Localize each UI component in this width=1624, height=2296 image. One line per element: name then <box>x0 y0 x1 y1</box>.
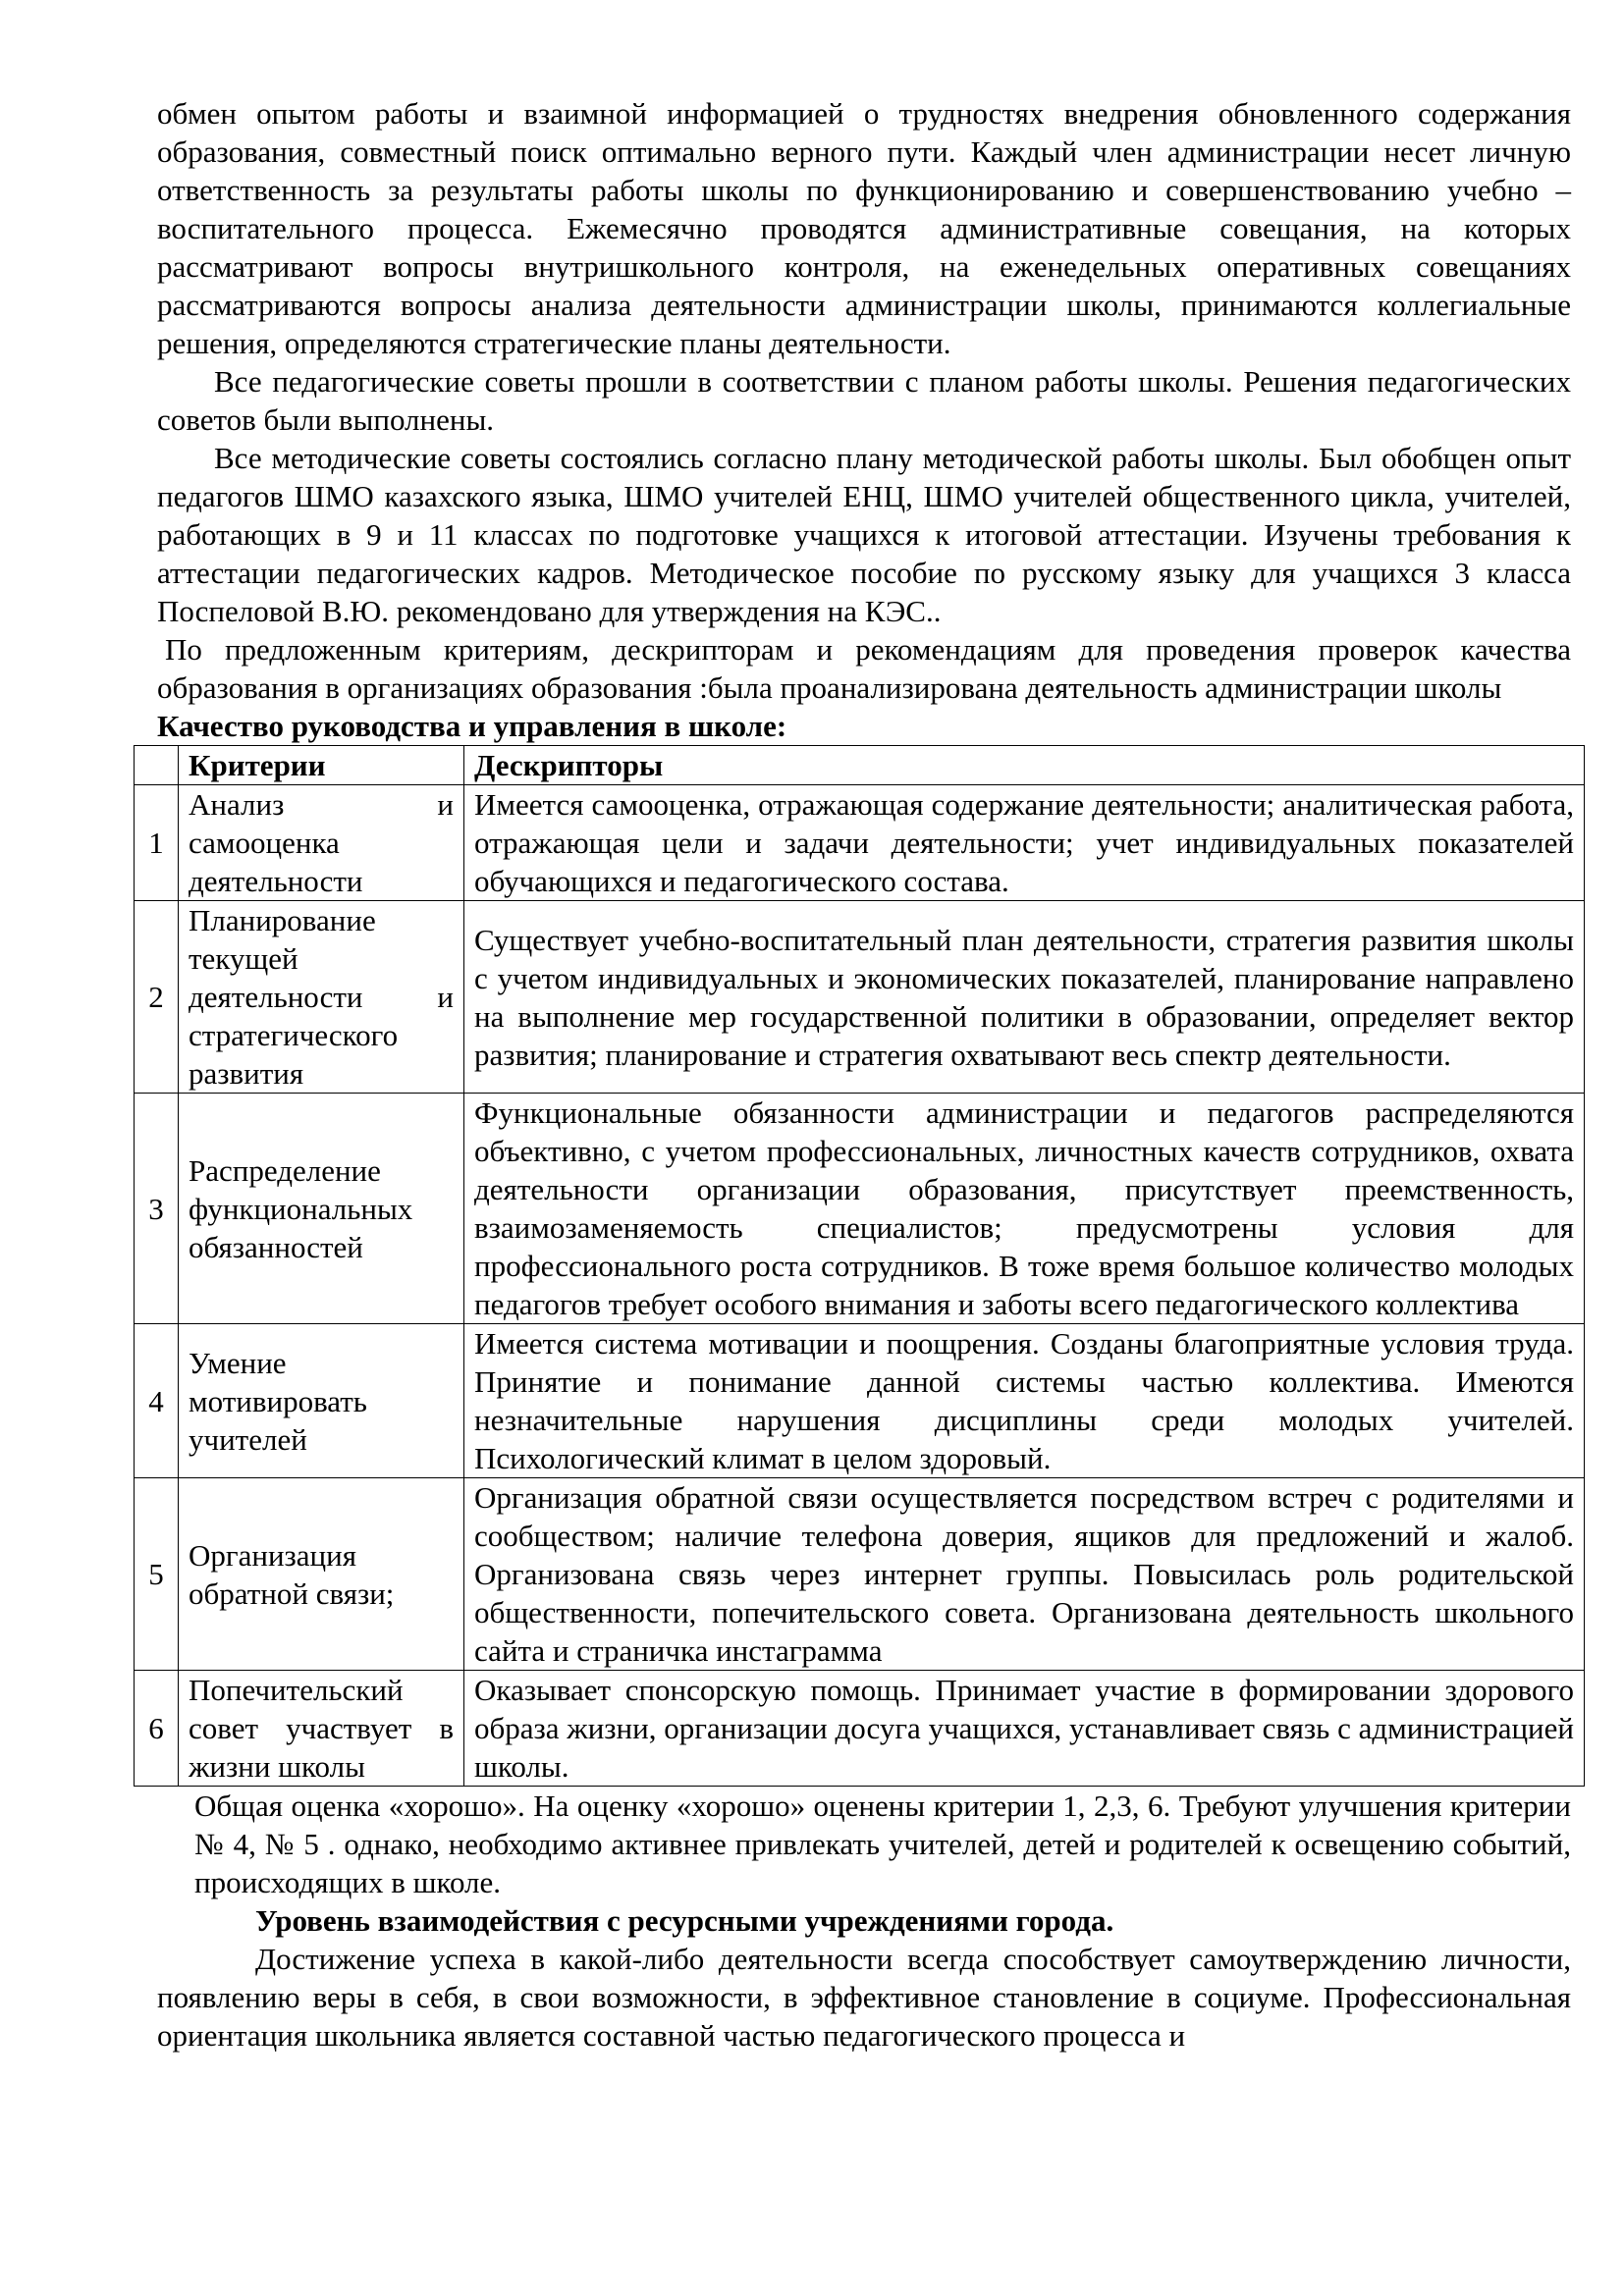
summary-paragraph: Общая оценка «хорошо». На оценку «хорошо» оценены критерии 1, 2,3, 6. Требуют улучшения критерии № 4, № 5 . однако, необходимо активнее привлекать учителей, детей и родителей к освещению событий, происходящих в школе. <box>194 1789 1571 1899</box>
header-num-cell <box>135 746 179 785</box>
document-page <box>148 94 1574 2055</box>
intro-paragraph-2: Все педагогические советы прошли в соответствии с планом работы школы. Решения педагогических советов были выполнены. <box>157 364 1571 437</box>
header-descriptors: Дескрипторы <box>464 746 1585 785</box>
row-descriptor: Функциональные обязанности администрации и педагогов распределяются объективно, с учетом профессиональных, личностных качеств сотрудников, охвата деятельности организации образования, присутствует преемственность, взаимозаменяемость специалистов; предусмотрены условия для профессионального роста сотрудников. В тоже время большое количество молодых педагогов требует особого внимания и заботы всего педагогического коллектива <box>464 1094 1585 1324</box>
section-heading: Уровень взаимодействия с ресурсными учреждениями города. <box>255 1903 1114 1938</box>
table-row <box>135 901 1585 1094</box>
header-criteria: Критерии <box>179 746 464 785</box>
table-row <box>135 1671 1585 1787</box>
row-criterion: Попечительский совет участвует в жизни школы <box>179 1671 464 1787</box>
row-number: 2 <box>135 901 179 1094</box>
table-row <box>135 1478 1585 1671</box>
row-criterion: Анализ и самооценка деятельности <box>179 785 464 901</box>
table-header-row <box>135 746 1585 785</box>
row-criterion: Планирование текущей деятельности и стратегического развития <box>179 901 464 1094</box>
row-number: 5 <box>135 1478 179 1671</box>
intro-paragraph-3: Все методические советы состоялись согласно плану методической работы школы. Был обобщен опыт педагогов ШМО казахского языка, ШМО учителей ЕНЦ, ШМО учителей общественного цикла, учителей, работающих в 9 и 11 классах по подготовке учащихся к итоговой аттестации. Изучены требования к аттестации педагогических кадров. Методическое пособие по русскому языку для учащихся 3 класса Поспеловой В.Ю. рекомендовано для утверждения на КЭС.. <box>157 441 1571 628</box>
criteria-table <box>134 745 1585 1787</box>
row-criterion: Умение мотивировать учителей <box>179 1324 464 1478</box>
row-criterion: Распределение функциональных обязанностей <box>179 1094 464 1324</box>
table-row <box>135 1324 1585 1478</box>
table-title: Качество руководства и управления в школе: <box>157 709 787 743</box>
row-number: 3 <box>135 1094 179 1324</box>
row-number: 4 <box>135 1324 179 1478</box>
row-number: 1 <box>135 785 179 901</box>
row-descriptor: Существует учебно-воспитательный план деятельности, стратегия развития школы с учетом индивидуальных и экономических показателей, планирование направлено на выполнение мер государственной политики в образовании, определяет вектор развития; планирование и стратегия охватывают весь спектр деятельности. <box>464 901 1585 1094</box>
row-descriptor: Организация обратной связи осуществляется посредством встреч с родителями и сообществом; наличие телефона доверия, ящиков для предложений и жалоб. Организована связь через интернет группы. Повысилась роль родительской общественности, попечительского совета. Организована деятельность школьного сайта и страничка инстаграмма <box>464 1478 1585 1671</box>
row-descriptor: Оказывает спонсорскую помощь. Принимает участие в формировании здорового образа жизни, организации досуга учащихся, устанавливает связь с администрацией школы. <box>464 1671 1585 1787</box>
row-number: 6 <box>135 1671 179 1787</box>
intro-paragraph-1: обмен опытом работы и взаимной информацией о трудностях внедрения обновленного содержания образования, совместный поиск оптимально верного пути. Каждый член администрации несет личную ответственность за результаты работы школы по функционированию и совершенствованию учебно – воспитательного процесса. Ежемесячно проводятся административные совещания, на которых рассматривают вопросы внутришкольного контроля, на еженедельных оперативных совещаниях рассматриваются вопросы анализа деятельности администрации школы, принимаются коллегиальные решения, определяются стратегические планы деятельности. <box>157 96 1571 360</box>
row-descriptor: Имеется самооценка, отражающая содержание деятельности; аналитическая работа, отражающая цели и задачи деятельности; учет индивидуальных показателей обучающихся и педагогического состава. <box>464 785 1585 901</box>
table-row <box>135 1094 1585 1324</box>
section-paragraph: Достижение успеха в какой-либо деятельности всегда способствует самоутверждению личности, появлению веры в себя, в свои возможности, в эффективное становление в социуме. Профессиональная ориентация школьника является составной частью педагогического процесса и <box>157 1942 1571 2053</box>
row-criterion: Организация обратной связи; <box>179 1478 464 1671</box>
table-row <box>135 785 1585 901</box>
intro-paragraph-4: По предложенным критериям, дескрипторам и рекомендациям для проведения проверок качества образования в организациях образования :была проанализирована деятельность администрации школы <box>157 632 1571 705</box>
row-descriptor: Имеется система мотивации и поощрения. Созданы благоприятные условия труда. Принятие и понимание данной системы частью коллектива. Имеются незначительные нарушения дисциплины среди молодых учителей. Психологический климат в целом здоровый. <box>464 1324 1585 1478</box>
